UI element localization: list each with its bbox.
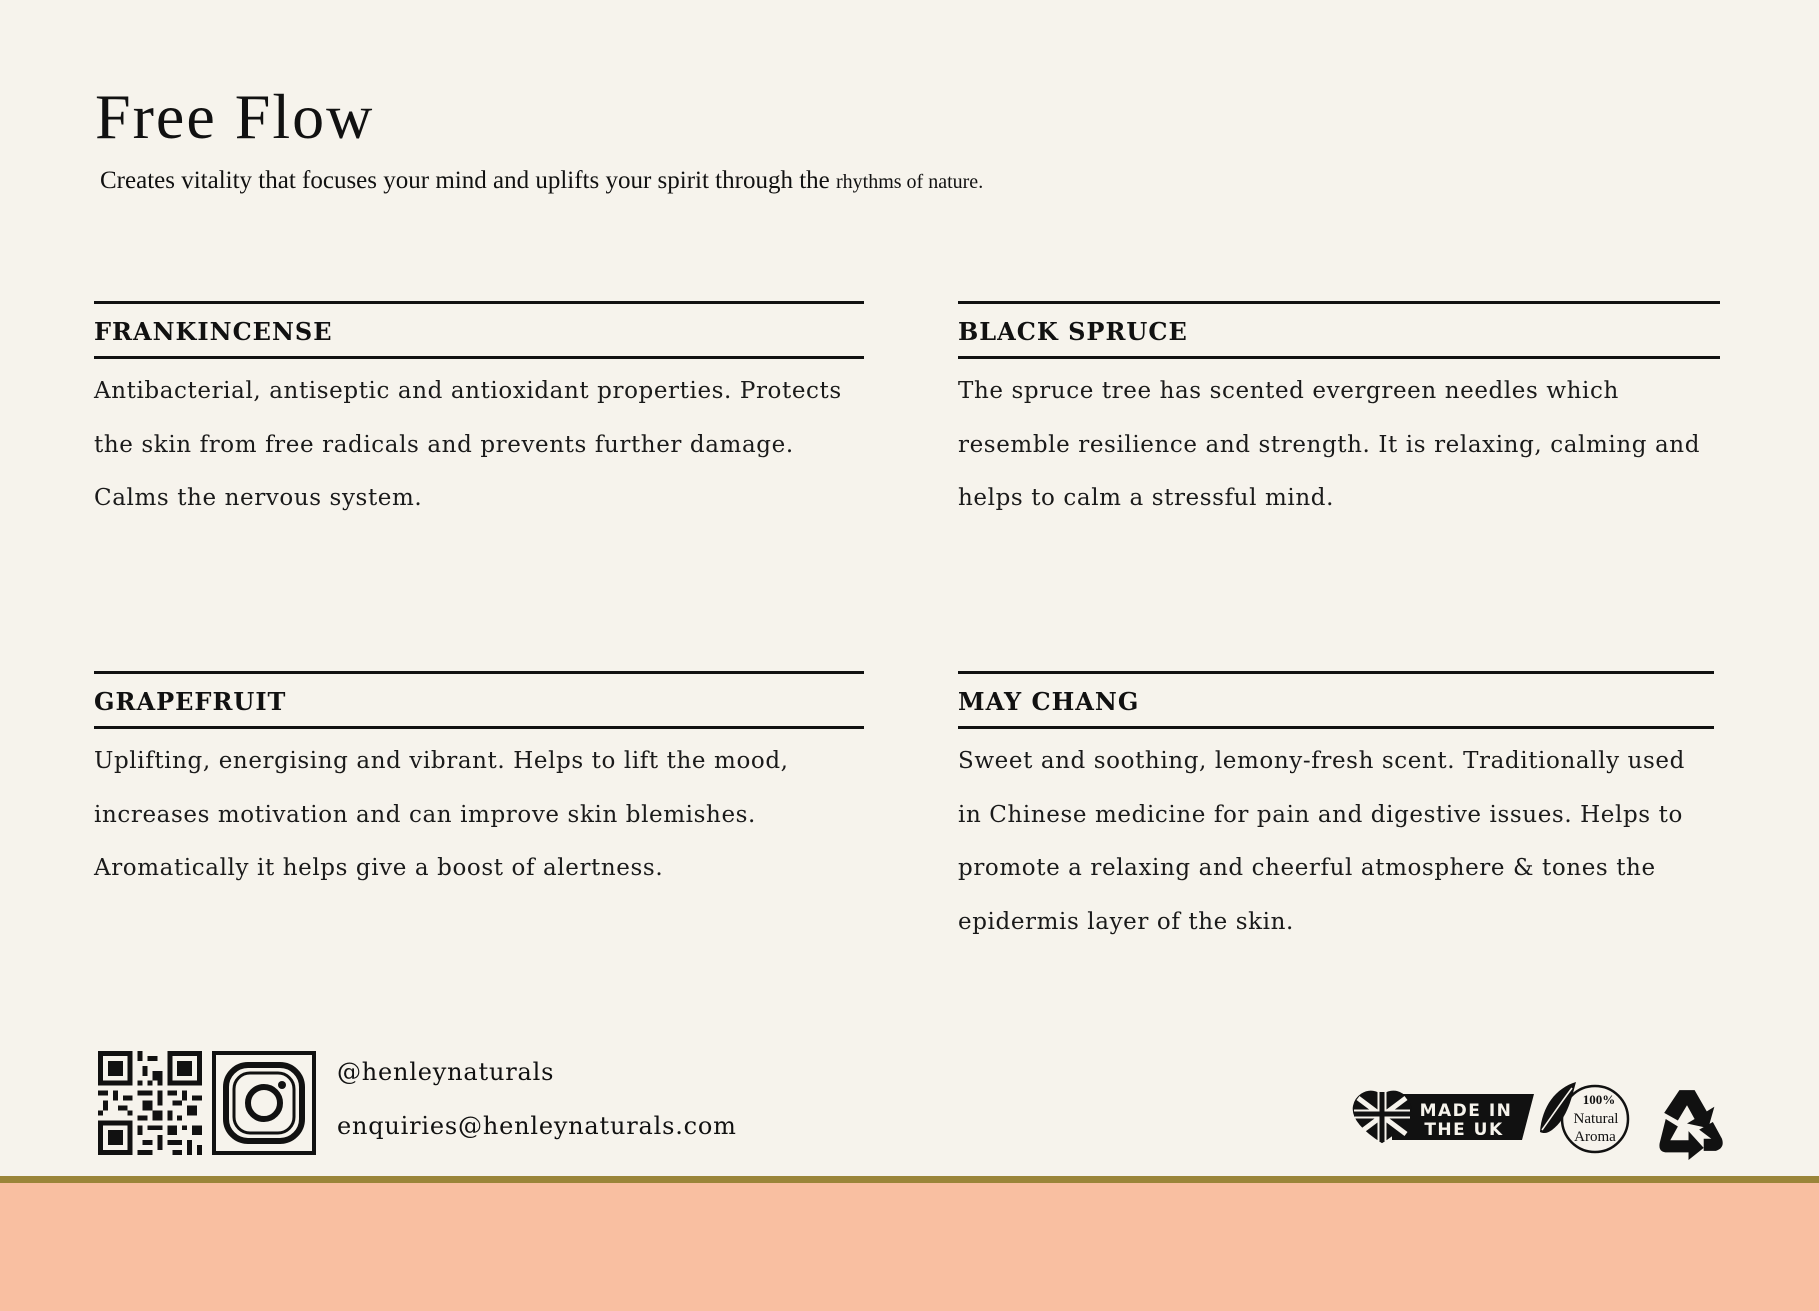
made-in-text: MADE IN xyxy=(1419,1101,1513,1121)
subtitle-tail: rhythms of nature. xyxy=(836,171,984,193)
ingredient-name: MAY CHANG xyxy=(958,674,1714,729)
made-in-uk-badge xyxy=(1352,1088,1534,1146)
aroma-word-text: Aroma xyxy=(1574,1129,1616,1145)
gold-stripe xyxy=(0,1176,1819,1183)
ingredient-description: Uplifting, energising and vibrant. Helps to lift the mood, increases motivation and can improve skin blemishes. Aromatically it helps give a boost of alertness. xyxy=(94,748,789,881)
ingredient-card-may-chang xyxy=(958,671,1714,949)
ingredient-name: BLACK SPRUCE xyxy=(958,304,1720,359)
natural-word-text: Natural xyxy=(1573,1111,1619,1127)
ingredient-card-black-spruce xyxy=(958,301,1720,526)
subtitle-main: Creates vitality that focuses your mind and uplifts your spirit through the xyxy=(100,167,830,194)
instagram-handle[interactable]: @henleynaturals xyxy=(337,1058,555,1086)
page-subtitle xyxy=(100,167,983,195)
ingredient-name: GRAPEFRUIT xyxy=(94,674,864,729)
instagram-icon[interactable] xyxy=(212,1051,316,1155)
peach-band xyxy=(0,1183,1819,1311)
email-link[interactable]: enquiries@henleynaturals.com xyxy=(337,1112,737,1140)
ingredient-description: The spruce tree has scented evergreen needles which resemble resilience and strength. It is relaxing, calming and helps to calm a stressful mind. xyxy=(958,378,1701,511)
ingredient-description: Sweet and soothing, lemony-fresh scent. Traditionally used in Chinese medicine for pain and digestive issues. Helps to promote a relaxing and cheerful atmosphere & tones the epidermis layer of the skin. xyxy=(958,748,1685,935)
natural-percent-text: 100% xyxy=(1582,1092,1616,1107)
ingredient-description: Antibacterial, antiseptic and antioxidant properties. Protects the skin from free radicals and prevents further damage. Calms the nervous system. xyxy=(94,378,842,511)
qr-code-icon[interactable] xyxy=(98,1051,202,1155)
ingredient-card-frankincense xyxy=(94,301,864,526)
ingredient-name: FRANKINCENSE xyxy=(94,304,864,359)
ingredient-card-grapefruit xyxy=(94,671,864,896)
the-uk-text: THE UK xyxy=(1424,1120,1504,1140)
recycle-icon xyxy=(1648,1084,1726,1160)
leaf-icon xyxy=(1540,1082,1576,1133)
natural-aroma-badge xyxy=(1538,1080,1632,1156)
page-title: Free Flow xyxy=(95,81,375,152)
